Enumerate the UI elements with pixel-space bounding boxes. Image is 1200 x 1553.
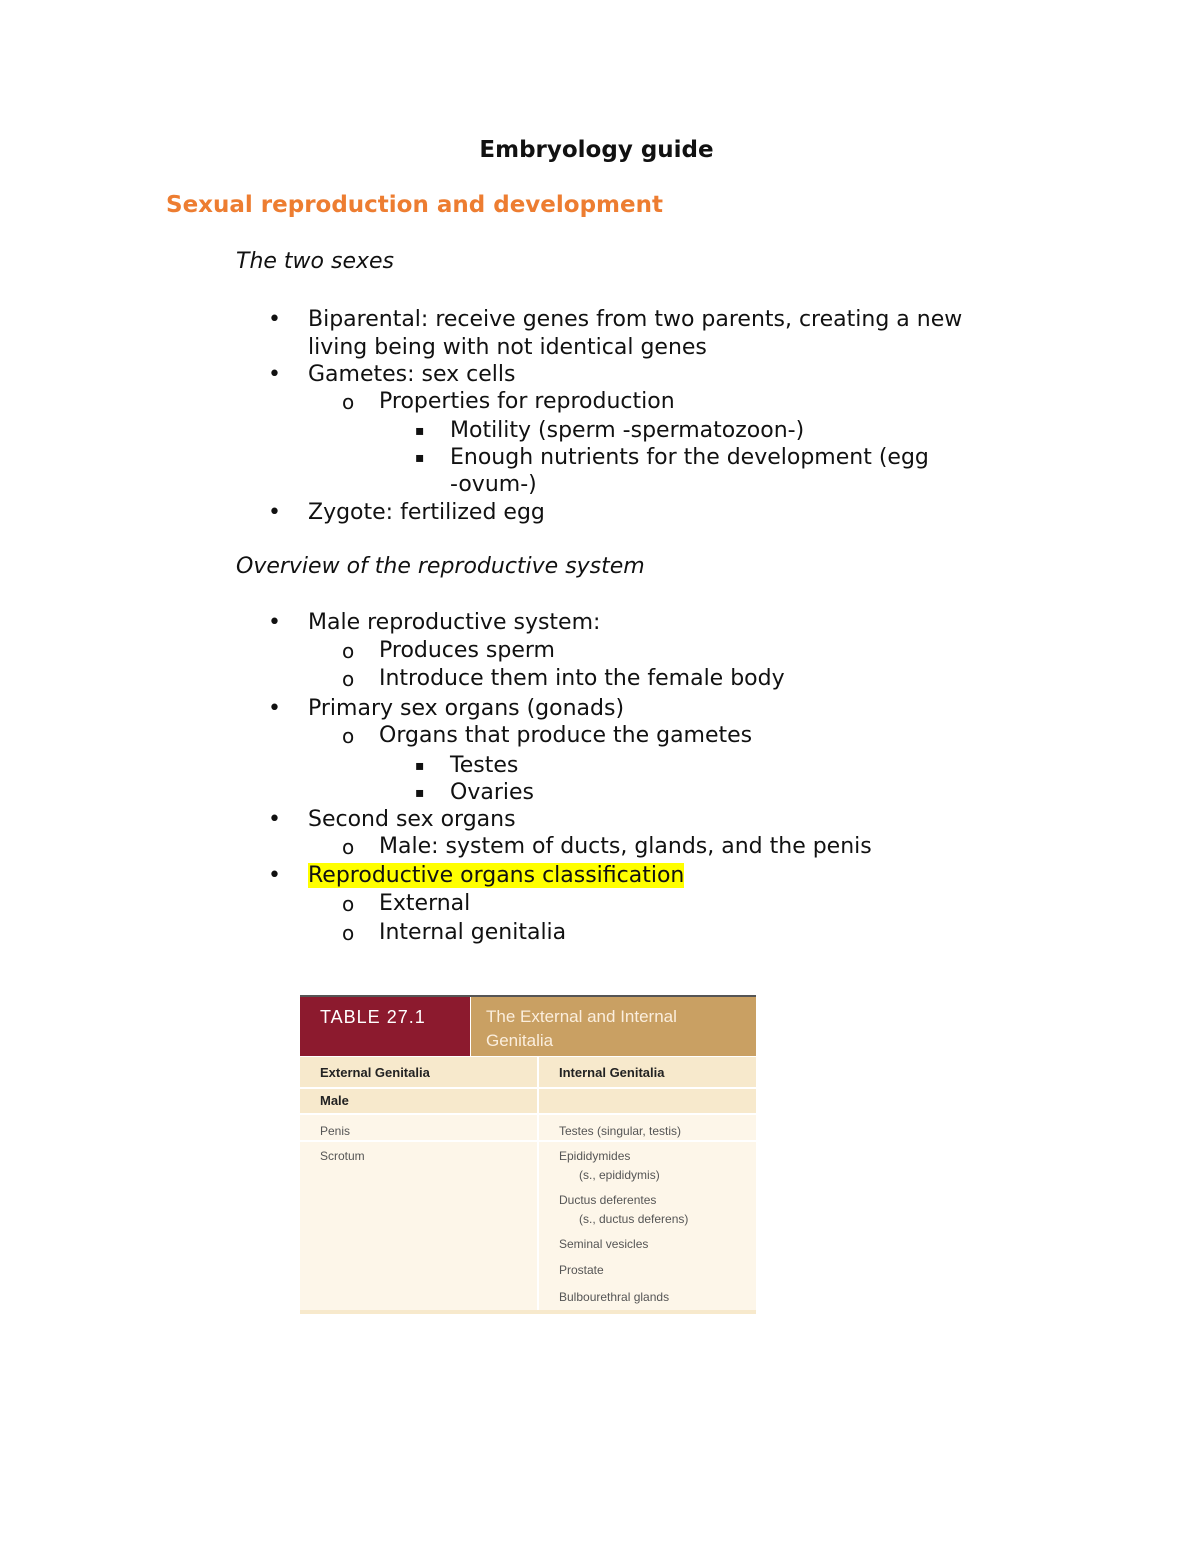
list-item: Second sex organs [308, 807, 516, 832]
table-body [300, 1115, 756, 1314]
list-item: Introduce them into the female body [379, 666, 785, 691]
table-cell: Ductus deferentes [559, 1193, 657, 1207]
bullet-level1-icon: • [268, 696, 281, 721]
list-item: Enough nutrients for the development (egg [450, 445, 929, 470]
bullet-level3-icon: ▪ [415, 785, 425, 801]
bullet-level1-icon: • [268, 500, 281, 525]
bullet-level2-icon: o [342, 390, 355, 414]
list-item: Organs that produce the gametes [379, 723, 753, 748]
table-cell: Bulbourethral glands [559, 1290, 670, 1304]
list-item: Properties for reproduction [379, 389, 675, 414]
column-header-external: External Genitalia [320, 1065, 430, 1080]
table-cell: Epididymides [559, 1149, 631, 1163]
list-item-continuation: -ovum-) [450, 472, 537, 497]
subheading-overview: Overview of the reproductive system [236, 554, 645, 579]
section-heading: Sexual reproduction and development [166, 192, 663, 218]
bullet-level1-icon: • [268, 610, 281, 635]
bullet-level2-icon: o [342, 835, 355, 859]
list-item: Biparental: receive genes from two parents, creating a new [308, 307, 963, 332]
bullet-level1-icon: • [268, 362, 281, 387]
list-item: Primary sex organs (gonads) [308, 696, 625, 721]
bullet-level3-icon: ▪ [415, 758, 425, 774]
bullet-level1-icon: • [268, 307, 281, 332]
highlighted-text: Reproductive organs classification [308, 863, 685, 888]
table-caption-cell [471, 997, 756, 1056]
list-item: Zygote: fertilized egg [308, 500, 545, 525]
bullet-level3-icon: ▪ [415, 450, 425, 466]
list-item: Gametes: sex cells [308, 362, 516, 387]
bullet-level2-icon: o [342, 667, 355, 691]
bullet-level2-icon: o [342, 724, 355, 748]
subheader-male: Male [320, 1093, 349, 1108]
table-column-header-row [300, 1057, 756, 1089]
table-cell: Testes (singular, testis) [559, 1124, 682, 1138]
bullet-level3-icon: ▪ [415, 423, 425, 439]
column-header-internal: Internal Genitalia [559, 1065, 665, 1080]
table-bottom-border [300, 1310, 756, 1314]
list-item: Produces sperm [379, 638, 555, 663]
list-item: Testes [450, 753, 519, 778]
bullet-level1-icon: • [268, 863, 281, 888]
list-item: Internal genitalia [379, 920, 567, 945]
bullet-level2-icon: o [342, 892, 355, 916]
list-item: Male: system of ducts, glands, and the penis [379, 834, 872, 859]
list-item: Motility (sperm -spermatozoon-) [450, 418, 805, 443]
table-cell: Seminal vesicles [559, 1237, 649, 1251]
table-cell: (s., ductus deferens) [579, 1212, 689, 1226]
table-row-divider [300, 1140, 756, 1142]
list-item: Ovaries [450, 780, 534, 805]
bullet-level2-icon: o [342, 921, 355, 945]
subheading-two-sexes: The two sexes [236, 249, 394, 274]
document-title: Embryology guide [479, 137, 714, 163]
table-subheader-row [300, 1089, 756, 1115]
table-cell: Scrotum [320, 1149, 365, 1163]
table-number: TABLE 27.1 [320, 1007, 426, 1027]
table-cell: Penis [320, 1124, 351, 1138]
list-item: External [379, 891, 471, 916]
table-cell: Prostate [559, 1263, 604, 1277]
bullet-level2-icon: o [342, 639, 355, 663]
table-number-cell [300, 997, 470, 1056]
table-cell: (s., epididymis) [579, 1168, 660, 1182]
bullet-level1-icon: • [268, 807, 281, 832]
list-item-continuation: living being with not identical genes [308, 335, 707, 360]
table-caption: The External and Internal Genitalia [486, 1007, 677, 1050]
list-item: Male reproductive system: [308, 610, 601, 635]
highlighted-list-item [308, 862, 684, 889]
genitalia-table-figure [300, 995, 756, 1314]
table-column-divider [537, 1057, 539, 1314]
